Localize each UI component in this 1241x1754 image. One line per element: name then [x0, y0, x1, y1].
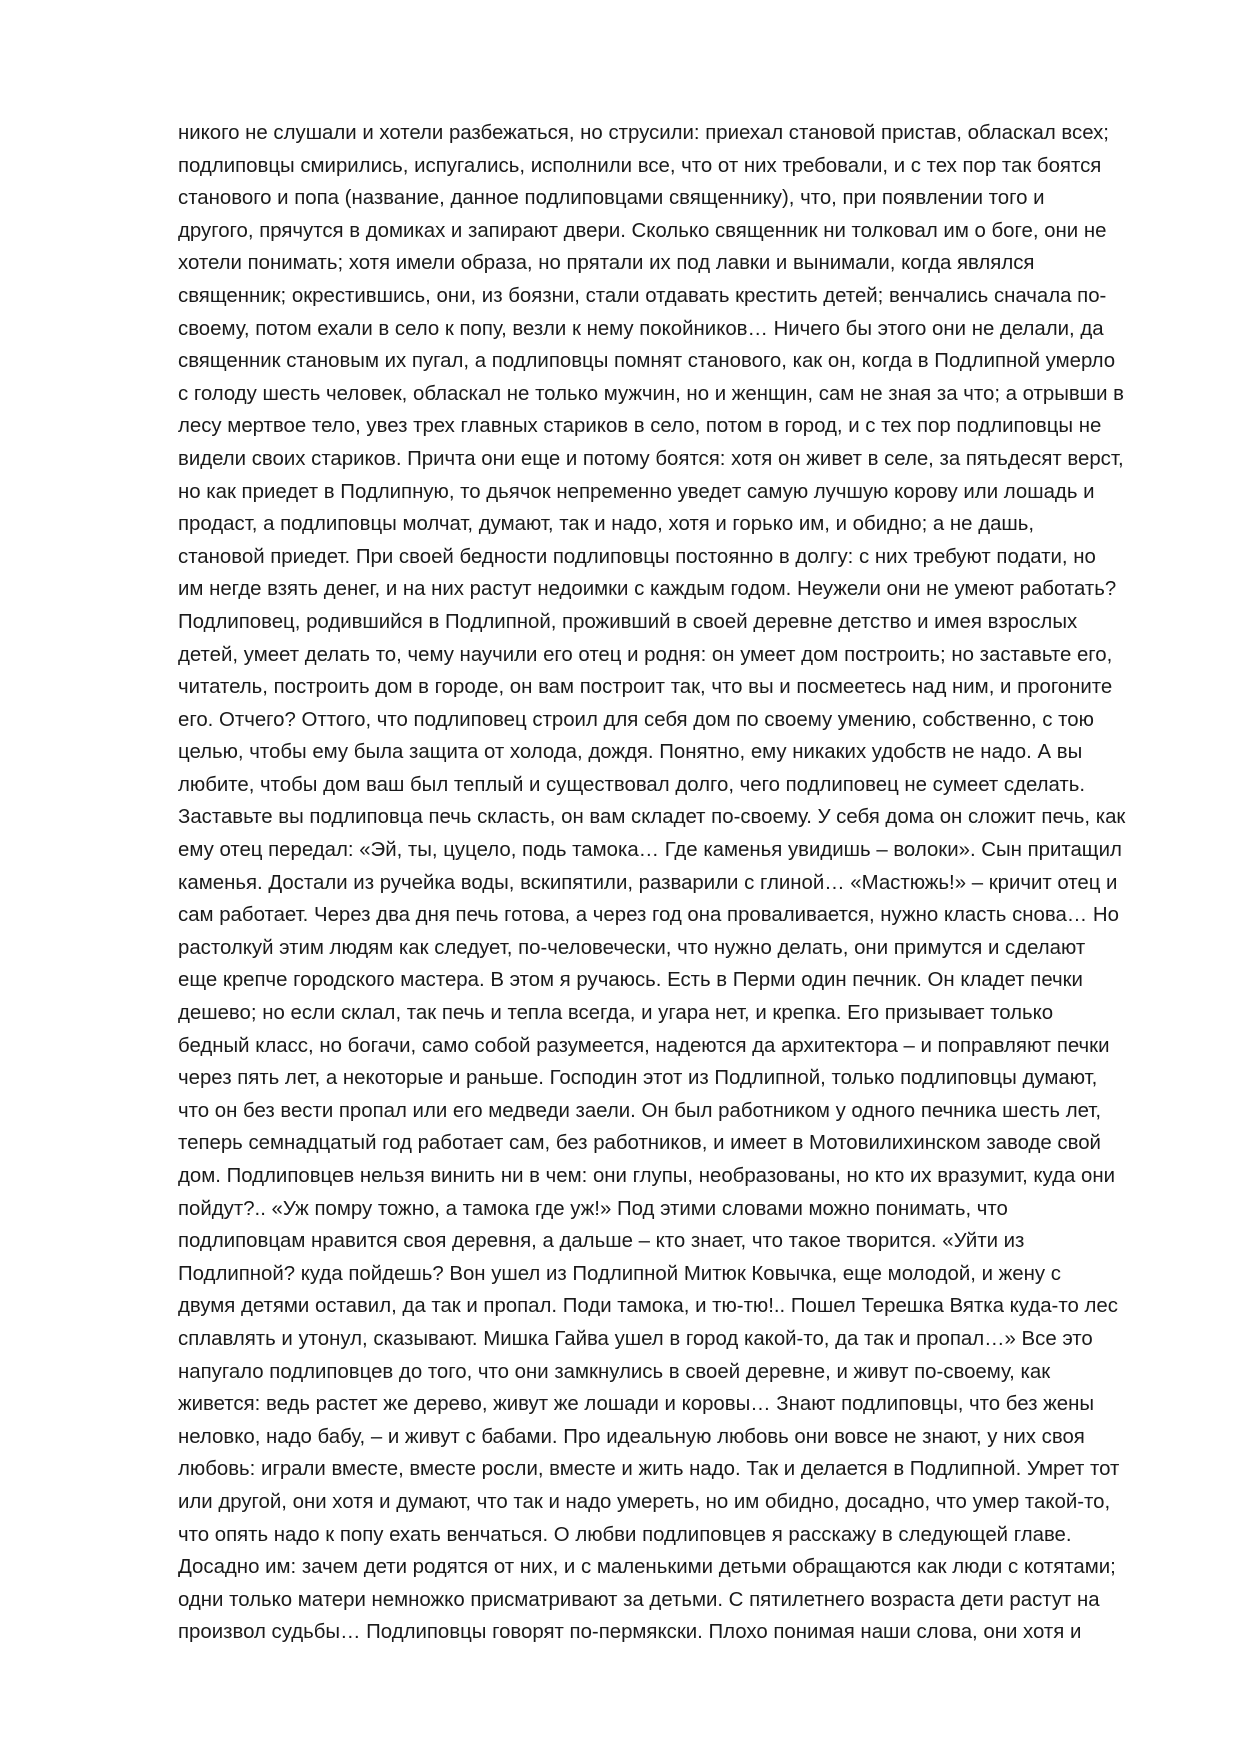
text-line: произвол судьбы… Подлиповцы говорят по-пермякски. Плохо понимая наши слова, они хотя и: [178, 1621, 1082, 1644]
text-line: его. Отчего? Оттого, что подлиповец строил для себя дом по своему умению, собственно, с тою: [178, 708, 1094, 731]
text-line: Подлиповец, родившийся в Подлипной, проживший в своей деревне детство и имея взрослых: [178, 610, 1078, 633]
text-line: через пять лет, а некоторые и раньше. Господин этот из Подлипной, только подлиповцы думают,: [178, 1067, 1098, 1090]
text-line: дом. Подлиповцев нельзя винить ни в чем: они глупы, необразованы, но кто их вразумит, куда они: [178, 1165, 1115, 1187]
text-line: что опять надо к попу ехать венчаться. О любви подлиповцев я расскажу в следующей главе.: [178, 1523, 1072, 1546]
text-line: никого не слушали и хотели разбежаться, но струсили: приехал становой пристав, обласкал всех;: [178, 122, 1109, 144]
text-line: живется: ведь растет же дерево, живут же лошади и коровы… Знают подлиповцы, что без жены: [178, 1393, 1095, 1416]
text-line: сплавлять и утонул, сказывают. Мишка Гайва ушел в город какой-то, да так и пропал…» Все это: [178, 1327, 1093, 1350]
text-line: пойдут?.. «Уж помру тожно, а тамока где уж!» Под этими словами можно понимать, что: [178, 1197, 1008, 1220]
text-line: подлиповцы смирились, испугались, исполнили все, что от них требовали, и с тех пор так боятся: [178, 154, 1102, 177]
text-line: напугало подлиповцев до того, что они замкнулись в своей деревне, и живут по-своему, как: [178, 1360, 1051, 1383]
text-line: дешево; но если склал, так печь и тепла всегда, и угара нет, и крепка. Его призывает только: [178, 1002, 1054, 1025]
text-line: теперь семнадцатый год работает сам, без работников, и имеет в Мотовилихинском заводе свой: [178, 1132, 1101, 1155]
text-line: становой приедет. При своей бедности подлиповцы постоянно в долгу: с них требуют подати, но: [178, 545, 1096, 568]
text-line: им негде взять денег, и на них растут недоимки с каждым годом. Неужели они не умеют работать?: [178, 578, 1117, 601]
text-line: хотели понимать; хотя имели образа, но прятали их под лавки и вынимали, когда являлся: [178, 252, 1035, 275]
text-line: читатель, построить дом в городе, он вам построит так, что вы и посмеетесь над ним, и прогоните: [178, 676, 1113, 699]
text-line: продаст, а подлиповцы молчат, думают, так и надо, хотя и горько им, и обидно; а не дашь,: [178, 513, 1035, 536]
text-line: растолкуй этим людям как следует, по-человечески, что нужно делать, они примутся и сделают: [178, 936, 1086, 959]
text-line: Заставьте вы подлиповца печь скласть, он вам складет по-своему. У себя дома он сложит печь, как: [178, 806, 1126, 829]
text-line: двумя детями оставил, да так и пропал. Поди тамока, и тю-тю!.. Пошел Терешка Вятка куда-то лес: [178, 1295, 1118, 1318]
text-line: лесу мертвое тело, увез трех главных стариков в село, потом в город, и с тех пор подлиповцы не: [178, 415, 1102, 438]
text-line: еще крепче городского мастера. В этом я ручаюсь. Есть в Перми один печник. Он кладет печки: [178, 969, 1083, 992]
text-line: любовь: играли вместе, вместе росли, вместе и жить надо. Так и делается в Подлипной. Умрет тот: [178, 1458, 1120, 1481]
text-line: неловко, надо бабу, – и живут с бабами. Про идеальную любовь они вовсе не знают, у них своя: [178, 1425, 1085, 1448]
text-line: что он без вести пропал или его медведи заели. Он был работником у одного печника шесть лет,: [178, 1099, 1101, 1122]
text-line: каменья. Достали из ручейка воды, вскипятили, разварили с глиной… «Мастюжь!» – кричит отец и: [178, 871, 1118, 894]
text-line: Досадно им: зачем дети родятся от них, и с маленькими детьми обращаются как люди с котятами;: [178, 1556, 1116, 1579]
text-line: станового и попа (название, данное подлиповцами священнику), что, при появлении того и: [178, 187, 1045, 210]
text-line: с голоду шесть человек, обласкал не только мужчин, но и женщин, сам не зная за что; а отрывши в: [178, 382, 1124, 405]
text-line: ему отец передал: «Эй, ты, цуцело, подь тамока… Где каменья увидишь – волоки». Сын притащил: [178, 839, 1122, 862]
body-text: [178, 117, 1158, 1649]
text-line: или другой, они хотя и думают, что так и надо умереть, но им обидно, досадно, что умер такой-то,: [178, 1490, 1111, 1513]
text-line: своему, потом ехали в село к попу, везли к нему покойников… Ничего бы этого они не делали, да: [178, 317, 1104, 340]
text-line: но как приедет в Подлипную, то дьячок непременно уведет самую лучшую корову или лошадь и: [178, 480, 1095, 503]
text-line: Подлипной? куда пойдешь? Вон ушел из Подлипной Митюк Ковычка, еще молодой, и жену с: [178, 1262, 1061, 1285]
text-line: подлиповцам нравится своя деревня, а дальше – кто знает, что такое творится. «Уйти из: [178, 1230, 1025, 1253]
text-line: детей, умеет делать то, чему научили его отец и родня: он умеет дом построить; но заставьте его,: [178, 643, 1113, 666]
text-line: бедный класс, но богачи, само собой разумеется, надеются да архитектора – и поправляют печки: [178, 1034, 1110, 1057]
text-line: одни только матери немножко присматривают за детьми. С пятилетнего возраста дети растут на: [178, 1588, 1100, 1611]
text-line: целью, чтобы ему была защита от холода, дождя. Понятно, ему никаких удобств не надо. А вы: [178, 741, 1083, 764]
text-line: видели своих стариков. Причта они еще и потому боятся: хотя он живет в селе, за пятьдесят верст,: [178, 447, 1124, 470]
text-line: священник; окрестившись, они, из боязни, стали отдавать крестить детей; венчались сначала по-: [178, 284, 1107, 307]
text-line: любите, чтобы дом ваш был теплый и существовал долго, чего подлиповец не сумеет сделать.: [178, 773, 1086, 796]
text-line: священник становым их пугал, а подлиповцы помнят станового, как он, когда в Подлипной умерло: [178, 350, 1116, 373]
text-line: сам работает. Через два дня печь готова, а через год она проваливается, нужно класть снова… Но: [178, 904, 1119, 927]
text-line: другого, прячутся в домиках и запирают двери. Сколько священник ни толковал им о боге, они не: [178, 219, 1107, 242]
